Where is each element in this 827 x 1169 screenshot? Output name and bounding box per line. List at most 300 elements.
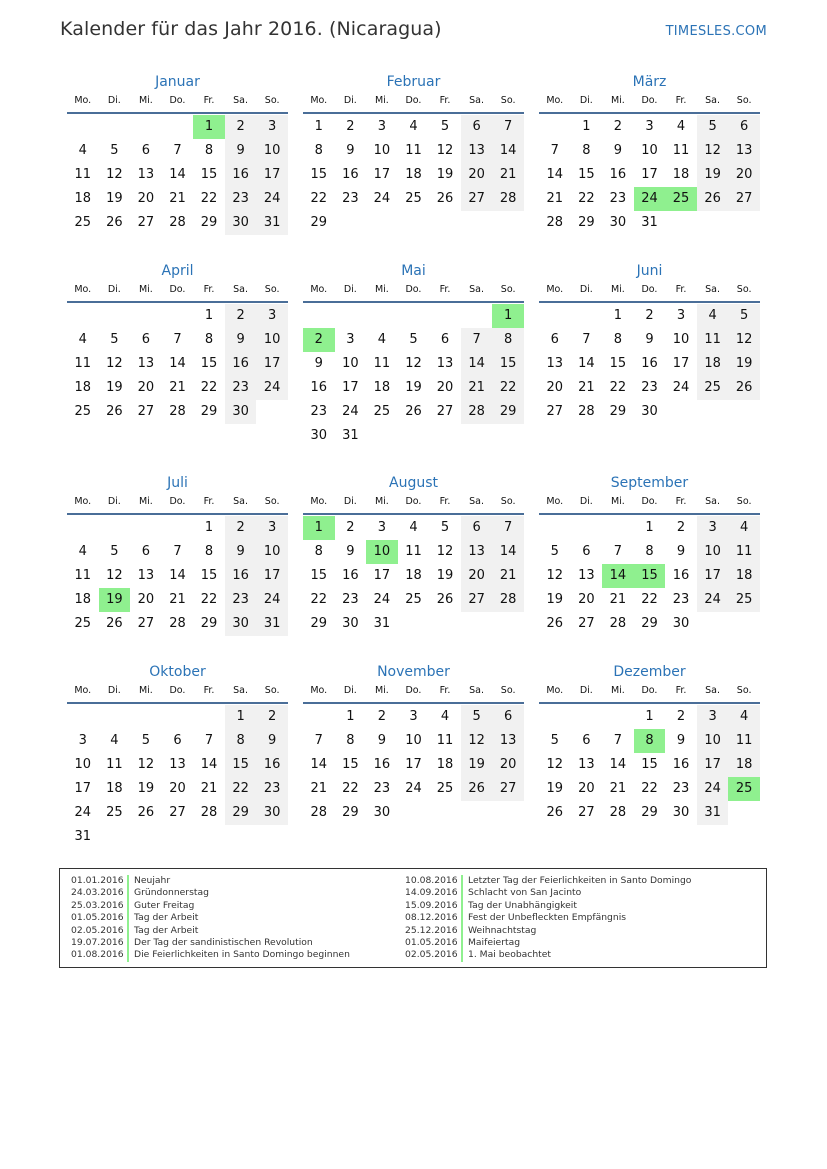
empty-cell — [429, 304, 461, 328]
day-cell: 25 — [436, 781, 454, 796]
day-cell: 16 — [225, 163, 257, 187]
day-cell: 26 — [106, 616, 123, 631]
day-cell: 6 — [728, 115, 760, 139]
day-cell: 5 — [141, 733, 151, 748]
day-cell: 28 — [310, 805, 328, 820]
day-cell: 7 — [492, 115, 524, 139]
empty-cell — [67, 115, 99, 139]
day-cell: 3 — [697, 705, 729, 729]
day-cell: 26 — [436, 191, 454, 206]
holiday-day-cell: 1 — [492, 304, 524, 328]
day-cell: 13 — [578, 568, 595, 583]
day-cell: 29 — [200, 404, 218, 419]
day-cell: 10 — [74, 757, 92, 772]
weekday-header — [303, 495, 524, 515]
legend-date: 15.09.2016 — [405, 900, 463, 912]
day-cell: 10 — [342, 356, 359, 371]
day-cell: 27 — [137, 616, 155, 631]
weekday-header — [539, 495, 760, 515]
day-cell: 12 — [106, 568, 123, 583]
weekday-label: Sa. — [705, 95, 721, 106]
legend-date: 25.12.2016 — [405, 925, 463, 937]
empty-cell — [162, 705, 194, 729]
weekday-header — [67, 684, 288, 704]
day-cell: 20 — [492, 753, 524, 777]
day-cell: 25 — [697, 376, 729, 400]
weekday-label: Mi. — [610, 496, 625, 507]
weekday-label: So. — [736, 95, 752, 106]
month-name: März — [632, 74, 667, 90]
day-cell: 21 — [546, 191, 564, 206]
weekday-label: Do. — [405, 685, 422, 696]
day-cell: 27 — [169, 805, 186, 820]
day-cell: 14 — [200, 757, 218, 772]
day-cell: 12 — [137, 757, 155, 772]
empty-cell — [130, 705, 162, 729]
weekday-label: Sa. — [705, 284, 721, 295]
weekday-label: Mi. — [610, 95, 625, 106]
weekday-label: Mi. — [374, 685, 389, 696]
legend-holiday-name: Tag der Unabhängigkeit — [468, 899, 577, 911]
day-cell: 14 — [169, 167, 186, 182]
weekday-label: So. — [264, 496, 280, 507]
day-cell: 5 — [110, 544, 119, 559]
month-name: Mai — [401, 263, 426, 279]
legend-date: 02.05.2016 — [71, 925, 129, 937]
weekday-label: Mo. — [546, 685, 564, 696]
day-cell: 17 — [405, 757, 422, 772]
empty-cell — [539, 705, 571, 729]
day-cell: 4 — [697, 304, 729, 328]
weekday-label: Do. — [641, 95, 658, 106]
legend-holiday-name: Letzter Tag der Feierlichkeiten in Santo Domingo — [468, 875, 692, 886]
weekday-header — [303, 684, 524, 704]
legend-row — [71, 937, 350, 949]
day-cell: 20 — [137, 380, 155, 395]
day-cell: 21 — [169, 380, 186, 395]
weekday-label: Fr. — [675, 95, 687, 106]
holiday-day-cell: 14 — [602, 564, 634, 588]
day-cell: 28 — [169, 616, 186, 631]
day-cell: 1 — [204, 520, 214, 535]
day-cell: 1 — [582, 119, 591, 134]
weekday-label: So. — [736, 496, 752, 507]
day-cell: 17 — [373, 167, 391, 182]
day-cell: 4 — [440, 709, 450, 724]
day-cell: 23 — [373, 781, 391, 796]
day-cell: 22 — [310, 191, 328, 206]
day-cell: 14 — [169, 568, 186, 583]
day-cell: 21 — [609, 781, 627, 796]
day-cell: 17 — [641, 167, 658, 182]
holiday-day-cell: 25 — [728, 777, 760, 801]
day-cell: 6 — [582, 544, 591, 559]
day-cell: 9 — [645, 332, 654, 347]
weekday-label: Mo. — [310, 284, 328, 295]
day-cell: 20 — [461, 564, 493, 588]
legend-column-right — [405, 875, 691, 962]
weekday-label: Mi. — [374, 95, 389, 106]
weekday-label: Do. — [641, 685, 658, 696]
day-cell: 12 — [106, 167, 123, 182]
day-cell: 2 — [346, 520, 355, 535]
day-cell: 6 — [141, 143, 151, 158]
day-cell: 16 — [609, 167, 627, 182]
day-cell: 28 — [609, 616, 627, 631]
day-cell: 4 — [78, 544, 87, 559]
day-cell: 11 — [373, 356, 391, 371]
legend-row — [71, 949, 350, 961]
day-cell: 18 — [74, 592, 92, 607]
weekday-label: So. — [264, 284, 280, 295]
day-cell: 28 — [578, 404, 595, 419]
day-cell: 14 — [546, 167, 564, 182]
day-cell: 5 — [409, 332, 418, 347]
day-cell: 22 — [641, 781, 658, 796]
day-cell: 31 — [373, 616, 391, 631]
day-grid — [67, 516, 288, 636]
day-cell: 28 — [546, 215, 564, 230]
day-cell: 27 — [492, 777, 524, 801]
day-cell: 25 — [373, 404, 391, 419]
weekday-label: Do. — [641, 284, 658, 295]
day-grid — [539, 516, 760, 636]
legend-row — [405, 949, 691, 961]
empty-cell — [67, 516, 99, 540]
day-cell: 27 — [137, 404, 155, 419]
day-cell: 20 — [169, 781, 186, 796]
day-cell: 25 — [106, 805, 123, 820]
weekday-label: Fr. — [439, 95, 451, 106]
day-cell: 15 — [609, 356, 627, 371]
day-cell: 18 — [405, 167, 422, 182]
day-cell: 7 — [173, 143, 182, 158]
day-cell: 17 — [373, 568, 391, 583]
empty-cell — [461, 304, 493, 328]
month-10 — [67, 662, 288, 849]
day-cell: 27 — [461, 187, 493, 211]
day-cell: 26 — [546, 805, 564, 820]
day-cell: 1 — [314, 119, 323, 134]
day-cell: 23 — [342, 592, 359, 607]
month-name: Juni — [636, 263, 663, 279]
day-cell: 9 — [676, 733, 686, 748]
holiday-day-cell: 2 — [303, 328, 335, 352]
day-cell: 20 — [728, 163, 760, 187]
weekday-header — [539, 94, 760, 114]
weekday-label: Di. — [107, 284, 121, 295]
day-cell: 12 — [436, 544, 454, 559]
day-cell: 17 — [672, 356, 690, 371]
empty-cell — [366, 304, 398, 328]
day-cell: 7 — [461, 328, 493, 352]
day-cell: 29 — [310, 215, 328, 230]
day-cell: 15 — [342, 757, 359, 772]
weekday-label: Sa. — [705, 496, 721, 507]
legend-date: 01.01.2016 — [71, 875, 129, 887]
day-cell: 3 — [409, 709, 418, 724]
day-cell: 29 — [609, 404, 627, 419]
empty-cell — [99, 516, 131, 540]
day-cell: 3 — [377, 119, 387, 134]
empty-cell — [99, 115, 131, 139]
day-cell: 13 — [137, 568, 155, 583]
day-cell: 16 — [641, 356, 658, 371]
day-cell: 20 — [461, 163, 493, 187]
legend-row — [71, 875, 350, 887]
day-cell: 12 — [106, 356, 123, 371]
day-cell: 5 — [440, 520, 450, 535]
holiday-day-cell: 15 — [634, 564, 666, 588]
day-cell: 2 — [225, 516, 257, 540]
day-cell: 21 — [492, 564, 524, 588]
empty-cell — [130, 304, 162, 328]
day-cell: 30 — [225, 211, 257, 235]
day-cell: 16 — [225, 352, 257, 376]
day-cell: 31 — [74, 829, 92, 844]
day-grid — [303, 304, 524, 448]
day-cell: 13 — [578, 757, 595, 772]
day-cell: 13 — [728, 139, 760, 163]
day-cell: 24 — [256, 376, 288, 400]
weekday-label: So. — [500, 95, 516, 106]
month-name: Juli — [167, 475, 188, 491]
day-cell: 6 — [461, 115, 493, 139]
day-cell: 11 — [405, 544, 422, 559]
day-cell: 13 — [461, 139, 493, 163]
day-cell: 1 — [613, 308, 623, 323]
day-cell: 11 — [74, 167, 92, 182]
day-cell: 21 — [169, 592, 186, 607]
legend-holiday-name: Guter Freitag — [134, 899, 195, 911]
legend-date: 01.08.2016 — [71, 949, 129, 961]
weekday-label: Mi. — [138, 95, 153, 106]
day-cell: 11 — [74, 356, 92, 371]
weekday-label: Mi. — [138, 685, 153, 696]
day-cell: 26 — [697, 187, 729, 211]
day-cell: 31 — [641, 215, 658, 230]
day-cell: 16 — [672, 568, 690, 583]
weekday-label: Mo. — [74, 284, 92, 295]
legend-row — [71, 925, 350, 937]
day-cell: 16 — [310, 380, 328, 395]
day-cell: 3 — [645, 119, 654, 134]
site-link[interactable]: TIMESLES.COM — [665, 24, 767, 39]
empty-cell — [130, 516, 162, 540]
day-cell: 14 — [578, 356, 595, 371]
day-cell: 19 — [546, 592, 564, 607]
weekday-label: Mo. — [310, 95, 328, 106]
legend-holiday-name: Tag der Arbeit — [134, 912, 199, 924]
weekday-header — [67, 94, 288, 114]
day-cell: 12 — [461, 729, 493, 753]
day-cell: 11 — [728, 540, 760, 564]
day-cell: 1 — [204, 308, 214, 323]
weekday-label: Mi. — [374, 496, 389, 507]
day-cell: 7 — [173, 544, 182, 559]
day-cell: 7 — [582, 332, 591, 347]
day-cell: 31 — [697, 801, 729, 825]
day-cell: 30 — [342, 616, 359, 631]
day-cell: 17 — [697, 753, 729, 777]
day-cell: 12 — [546, 568, 564, 583]
weekday-label: Fr. — [439, 284, 451, 295]
day-cell: 4 — [728, 705, 760, 729]
weekday-label: Do. — [169, 496, 186, 507]
weekday-label: Do. — [169, 685, 186, 696]
weekday-label: So. — [264, 685, 280, 696]
empty-cell — [602, 705, 634, 729]
weekday-label: Do. — [405, 284, 422, 295]
weekday-label: Mi. — [138, 284, 153, 295]
empty-cell — [99, 705, 131, 729]
day-cell: 18 — [74, 380, 92, 395]
day-cell: 13 — [436, 356, 454, 371]
day-cell: 26 — [106, 215, 123, 230]
holiday-day-cell: 24 — [634, 187, 666, 211]
day-cell: 18 — [373, 380, 391, 395]
day-cell: 13 — [492, 729, 524, 753]
day-cell: 28 — [492, 187, 524, 211]
day-cell: 23 — [342, 191, 359, 206]
day-cell: 17 — [697, 564, 729, 588]
day-cell: 19 — [405, 380, 422, 395]
day-cell: 28 — [200, 805, 218, 820]
day-cell: 5 — [697, 115, 729, 139]
day-cell: 19 — [728, 352, 760, 376]
day-cell: 16 — [225, 564, 257, 588]
day-cell: 6 — [141, 544, 151, 559]
day-cell: 4 — [409, 119, 418, 134]
day-cell: 19 — [436, 167, 454, 182]
day-cell: 27 — [728, 187, 760, 211]
legend-date: 01.05.2016 — [405, 937, 463, 949]
day-cell: 3 — [346, 332, 355, 347]
day-cell: 25 — [728, 588, 760, 612]
day-cell: 15 — [492, 352, 524, 376]
day-cell: 4 — [78, 332, 87, 347]
day-grid — [539, 115, 760, 235]
day-cell: 20 — [578, 781, 595, 796]
weekday-label: Fr. — [203, 685, 215, 696]
weekday-label: Mo. — [74, 496, 92, 507]
day-cell: 29 — [641, 616, 658, 631]
day-cell: 24 — [256, 187, 288, 211]
day-cell: 5 — [110, 143, 119, 158]
day-cell: 22 — [641, 592, 658, 607]
day-cell: 10 — [373, 143, 391, 158]
day-cell: 30 — [609, 215, 627, 230]
day-cell: 19 — [106, 380, 123, 395]
weekday-label: Di. — [579, 95, 593, 106]
day-cell: 30 — [641, 404, 658, 419]
day-cell: 31 — [342, 428, 359, 443]
day-grid — [303, 705, 524, 825]
day-cell: 8 — [492, 328, 524, 352]
day-cell: 22 — [200, 191, 218, 206]
month-name: September — [610, 475, 689, 491]
weekday-label: So. — [500, 284, 516, 295]
day-cell: 29 — [342, 805, 359, 820]
weekday-label: Mo. — [310, 685, 328, 696]
day-cell: 18 — [728, 564, 760, 588]
day-grid — [67, 705, 288, 849]
day-cell: 12 — [728, 328, 760, 352]
day-cell: 9 — [676, 544, 686, 559]
day-cell: 1 — [346, 709, 355, 724]
day-cell: 7 — [613, 544, 623, 559]
day-cell: 29 — [641, 805, 658, 820]
weekday-label: Fr. — [439, 685, 451, 696]
day-cell: 15 — [225, 753, 257, 777]
weekday-header — [67, 283, 288, 303]
day-cell: 23 — [225, 588, 257, 612]
day-cell: 27 — [137, 215, 155, 230]
empty-cell — [162, 115, 194, 139]
weekday-label: Fr. — [675, 284, 687, 295]
weekday-label: Do. — [169, 95, 186, 106]
day-cell: 4 — [728, 516, 760, 540]
weekday-label: Fr. — [675, 496, 687, 507]
day-cell: 24 — [74, 805, 92, 820]
day-cell: 23 — [310, 404, 328, 419]
day-cell: 4 — [676, 119, 686, 134]
weekday-label: Di. — [107, 685, 121, 696]
month-name: August — [389, 475, 438, 491]
day-cell: 23 — [672, 592, 690, 607]
day-cell: 26 — [405, 404, 422, 419]
weekday-label: Di. — [343, 284, 357, 295]
day-cell: 28 — [492, 588, 524, 612]
day-cell: 6 — [582, 733, 591, 748]
day-cell: 4 — [110, 733, 119, 748]
day-cell: 8 — [613, 332, 623, 347]
day-cell: 13 — [169, 757, 186, 772]
weekday-label: Di. — [343, 685, 357, 696]
day-cell: 22 — [578, 191, 595, 206]
day-cell: 14 — [310, 757, 328, 772]
day-cell: 18 — [728, 753, 760, 777]
day-cell: 15 — [578, 167, 595, 182]
weekday-header — [303, 283, 524, 303]
day-cell: 8 — [346, 733, 355, 748]
day-cell: 4 — [409, 520, 418, 535]
day-cell: 5 — [461, 705, 493, 729]
weekday-header — [539, 684, 760, 704]
day-cell: 1 — [225, 705, 257, 729]
day-cell: 17 — [256, 163, 288, 187]
holiday-day-cell: 10 — [366, 540, 398, 564]
day-cell: 2 — [676, 520, 686, 535]
day-cell: 7 — [613, 733, 623, 748]
weekday-label: So. — [736, 284, 752, 295]
month-9 — [539, 473, 760, 636]
day-cell: 19 — [137, 781, 155, 796]
day-cell: 7 — [173, 332, 182, 347]
day-grid — [67, 115, 288, 235]
day-cell: 25 — [74, 616, 92, 631]
weekday-label: Sa. — [233, 685, 249, 696]
weekday-label: Do. — [405, 496, 422, 507]
day-cell: 20 — [137, 191, 155, 206]
day-cell: 18 — [436, 757, 454, 772]
day-cell: 25 — [74, 215, 92, 230]
day-cell: 1 — [645, 709, 654, 724]
month-6 — [539, 261, 760, 424]
day-cell: 22 — [492, 376, 524, 400]
weekday-label: So. — [500, 685, 516, 696]
day-grid — [303, 115, 524, 235]
